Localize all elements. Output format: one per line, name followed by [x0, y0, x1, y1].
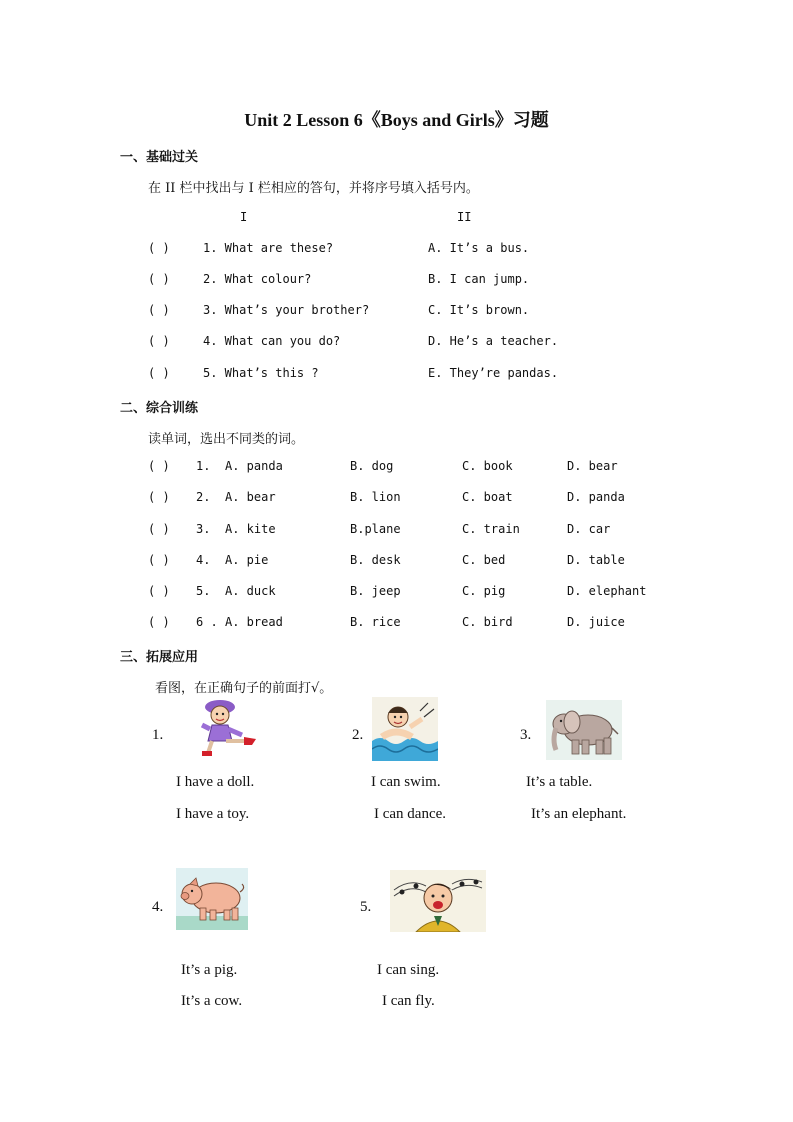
option-a: A. panda	[225, 459, 283, 473]
sentence-option[interactable]: I have a doll.	[176, 774, 255, 790]
sentence-option[interactable]: I can swim.	[371, 774, 441, 790]
sentence-option[interactable]: I can sing.	[377, 962, 440, 978]
sentence-option[interactable]: I can fly.	[382, 993, 435, 1009]
answer-paren[interactable]: ( )	[148, 303, 170, 317]
item-number: 4.	[196, 553, 211, 567]
answer-text: E. They’re pandas.	[428, 366, 559, 380]
answer-text: C. It’s brown.	[428, 303, 530, 317]
section3-instruction: 看图，在正确句子的前面打√。	[155, 681, 333, 696]
option-c: C. boat	[462, 490, 513, 504]
answer-paren[interactable]: ( )	[148, 459, 170, 473]
answer-paren[interactable]: ( )	[148, 334, 170, 348]
option-c: C. bird	[462, 615, 513, 629]
answer-text: A. It’s a bus.	[428, 241, 530, 255]
sentence-option[interactable]: It’s a table.	[526, 774, 593, 790]
sentence-option[interactable]: It’s a pig.	[181, 962, 238, 978]
option-b: B. rice	[350, 615, 401, 629]
option-d: D. table	[567, 553, 625, 567]
item-number: 2.	[352, 727, 364, 743]
section3-heading: 三、拓展应用	[120, 650, 199, 665]
section2-instruction: 读单词，选出不同类的词。	[148, 432, 305, 447]
question-text: 3. What’s your brother?	[203, 303, 370, 317]
option-d: D. car	[567, 522, 611, 536]
option-d: D. panda	[567, 490, 625, 504]
page-title: Unit 2 Lesson 6《Boys and Girls》习题	[244, 110, 549, 130]
item-number: 3.	[196, 522, 211, 536]
option-b: B. lion	[350, 490, 401, 504]
option-d: D. elephant	[567, 584, 647, 598]
sentence-option[interactable]: It’s an elephant.	[531, 806, 627, 822]
option-c: C. pig	[462, 584, 506, 598]
option-c: C. book	[462, 459, 513, 473]
option-b: B. dog	[350, 459, 394, 473]
item-number: 6 .	[196, 615, 218, 629]
section1-instruction: 在 II 栏中找出与 I 栏相应的答句，并将序号填入括号内。	[148, 181, 479, 196]
elephant-picture	[546, 700, 622, 760]
option-d: D. juice	[567, 615, 625, 629]
answer-paren[interactable]: ( )	[148, 272, 170, 286]
sentence-option[interactable]: I have a toy.	[176, 806, 250, 822]
item-number: 1.	[152, 727, 164, 743]
sentence-option[interactable]: It’s a cow.	[181, 993, 243, 1009]
question-text: 4. What can you do?	[203, 334, 341, 348]
question-text: 2. What colour?	[203, 272, 312, 286]
option-a: A. bear	[225, 490, 276, 504]
swimming-boy-picture	[372, 697, 438, 761]
option-c: C. bed	[462, 553, 506, 567]
answer-paren[interactable]: ( )	[148, 553, 170, 567]
col2-header: II	[457, 210, 472, 224]
section1-heading: 一、基础过关	[120, 150, 199, 165]
item-number: 1.	[196, 459, 211, 473]
option-a: A. bread	[225, 615, 283, 629]
answer-paren[interactable]: ( )	[148, 584, 170, 598]
pig-picture	[176, 868, 248, 930]
option-a: A. kite	[225, 522, 276, 536]
item-number: 2.	[196, 490, 211, 504]
option-a: A. pie	[225, 553, 269, 567]
option-a: A. duck	[225, 584, 276, 598]
item-number: 5.	[360, 899, 372, 915]
question-text: 1. What are these?	[203, 241, 334, 255]
section2-heading: 二、综合训练	[120, 401, 199, 416]
item-number: 3.	[520, 727, 532, 743]
answer-text: B. I can jump.	[428, 272, 530, 286]
col1-header: I	[240, 210, 248, 224]
option-b: B. desk	[350, 553, 401, 567]
answer-paren[interactable]: ( )	[148, 615, 170, 629]
option-b: B.plane	[350, 522, 401, 536]
item-number: 4.	[152, 899, 164, 915]
option-c: C. train	[462, 522, 520, 536]
answer-paren[interactable]: ( )	[148, 366, 170, 380]
answer-paren[interactable]: ( )	[148, 241, 170, 255]
question-text: 5. What’s this ?	[203, 366, 319, 380]
singing-boy-picture	[390, 870, 486, 932]
answer-text: D. He’s a teacher.	[428, 334, 559, 348]
answer-paren[interactable]: ( )	[148, 490, 170, 504]
doll-girl-picture	[198, 695, 262, 757]
option-b: B. jeep	[350, 584, 401, 598]
answer-paren[interactable]: ( )	[148, 522, 170, 536]
item-number: 5.	[196, 584, 211, 598]
option-d: D. bear	[567, 459, 618, 473]
sentence-option[interactable]: I can dance.	[374, 806, 447, 822]
